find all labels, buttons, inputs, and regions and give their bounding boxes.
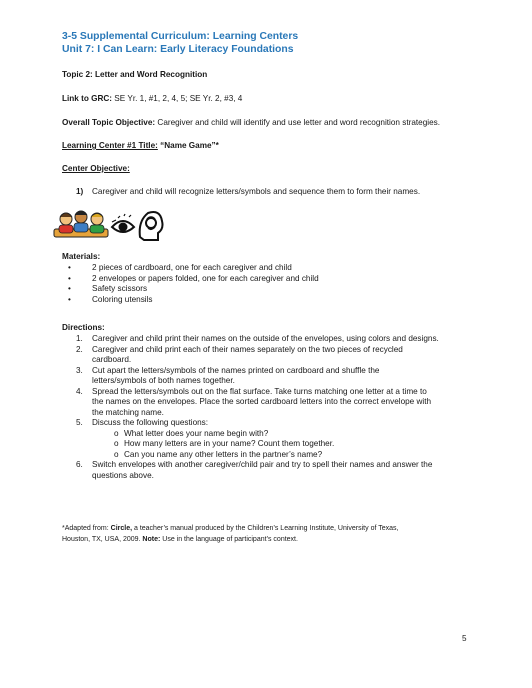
list-item: [62, 295, 482, 306]
question-text: Can you name any other letters in the partner’s name?: [124, 449, 323, 459]
step-continuation: [62, 397, 482, 408]
people-group-icon: [54, 211, 108, 237]
step-text: the matching name.: [92, 407, 164, 417]
step-text: Caregiver and child print their names on the outside of the envelopes, using colors and designs.: [92, 334, 439, 343]
step-number: 2.: [76, 344, 83, 354]
step-continuation: [62, 376, 482, 387]
bullet: •: [68, 284, 71, 293]
material-text: 2 envelopes or papers folded, one for each caregiver and child: [92, 273, 319, 283]
step-continuation: [62, 471, 482, 482]
step-continuation: [62, 355, 482, 366]
footnote-text: Houston, TX, USA, 2009.: [62, 536, 143, 543]
step-number: 1.: [76, 334, 83, 343]
step-text: Spread the letters/symbols out on the flat surface. Take turns matching one letter at a time to: [92, 386, 427, 396]
sub-bullet: o: [114, 428, 119, 438]
objective-item-text: Caregiver and child will recognize letters/symbols and sequence them to form their names.: [92, 187, 421, 196]
head-profile-icon: [140, 212, 163, 240]
step-text: cardboard.: [92, 355, 132, 364]
directions-list: [62, 334, 482, 481]
objective-item-number: 1): [76, 187, 84, 196]
overall-objective: [62, 118, 440, 129]
materials-list: [62, 263, 482, 305]
note-label: Note:: [142, 536, 161, 543]
footnote-line-1: [62, 523, 398, 534]
footnote-text: Use in the language of participant’s context.: [160, 536, 298, 543]
curriculum-title: 3-5 Supplemental Curriculum: Learning Centers: [62, 31, 299, 42]
step-text: Caregiver and child print each of their names separately on the two pieces of recycled: [92, 344, 403, 354]
step-continuation: [62, 408, 482, 419]
question-text: What letter does your name begin with?: [124, 428, 269, 438]
footnote-line-2: [62, 534, 398, 545]
list-item: [62, 418, 482, 429]
link-label: Link to GRC:: [62, 94, 113, 103]
sub-bullet: o: [114, 439, 119, 448]
link-value: SE Yr. 1, #1, 2, 4, 5; SE Yr. 2, #3, 4: [112, 94, 243, 103]
sub-question: [62, 429, 482, 440]
list-item: [62, 284, 482, 295]
materials-heading: Materials:: [62, 252, 101, 261]
step-number: 3.: [76, 365, 83, 375]
directions-heading: Directions:: [62, 323, 105, 332]
material-text: Coloring utensils: [92, 294, 153, 304]
sub-question: [62, 450, 482, 461]
step-text: Cut apart the letters/symbols of the names printed on cardboard and shuffle the: [92, 365, 380, 375]
bullet: •: [68, 294, 71, 304]
center-objective-heading: Center Objective:: [62, 164, 130, 173]
list-item: [62, 263, 482, 274]
unit-title: Unit 7: I Can Learn: Early Literacy Foundations: [62, 44, 294, 55]
step-number: 5.: [76, 418, 83, 427]
footnote: [62, 523, 398, 545]
step-text: questions above.: [92, 470, 154, 480]
bullet: •: [68, 273, 71, 283]
step-number: 6.: [76, 460, 83, 469]
topic-title: Topic 2: Letter and Word Recognition: [62, 70, 208, 79]
center-title-value: “Name Game”*: [157, 141, 219, 150]
question-text: How many letters are in your name? Count them together.: [124, 439, 335, 448]
bullet: •: [68, 263, 71, 272]
step-number: 4.: [76, 386, 83, 396]
step-text: the names on the envelopes. Place the sorted cardboard letters into the correct envelope with: [92, 397, 432, 406]
step-text: Switch envelopes with another caregiver/child pair and try to spell their names and answer the: [92, 460, 433, 469]
sub-question: [62, 439, 482, 450]
center-title-label: Learning Center #1 Title:: [62, 141, 158, 150]
objective-value: Caregiver and child will identify and use letter and word recognition strategies.: [155, 118, 441, 127]
footnote-text: *Adapted from:: [62, 525, 111, 532]
document-header: [62, 30, 298, 56]
list-item: [62, 334, 482, 345]
objective-label: Overall Topic Objective:: [62, 118, 156, 127]
material-text: 2 pieces of cardboard, one for each caregiver and child: [92, 263, 292, 272]
list-item: [62, 274, 482, 285]
list-item: [62, 460, 482, 471]
page-number: 5: [462, 634, 467, 643]
source-title: Circle,: [110, 525, 133, 532]
step-text: letters/symbols of both names together.: [92, 376, 235, 385]
activity-icons-graphic: [52, 207, 164, 243]
list-item: [62, 387, 482, 398]
list-item: [62, 345, 482, 356]
activity-icons: [52, 207, 164, 243]
eye-icon: [112, 214, 134, 232]
list-item: [62, 366, 482, 377]
material-text: Safety scissors: [92, 284, 148, 293]
sub-bullet: o: [114, 449, 119, 459]
learning-center-title: [62, 141, 219, 152]
footnote-text: a teacher’s manual produced by the Children’s Learning Institute, University of Texas,: [132, 525, 399, 532]
link-to-grc: [62, 94, 242, 105]
step-text: Discuss the following questions:: [92, 418, 209, 427]
